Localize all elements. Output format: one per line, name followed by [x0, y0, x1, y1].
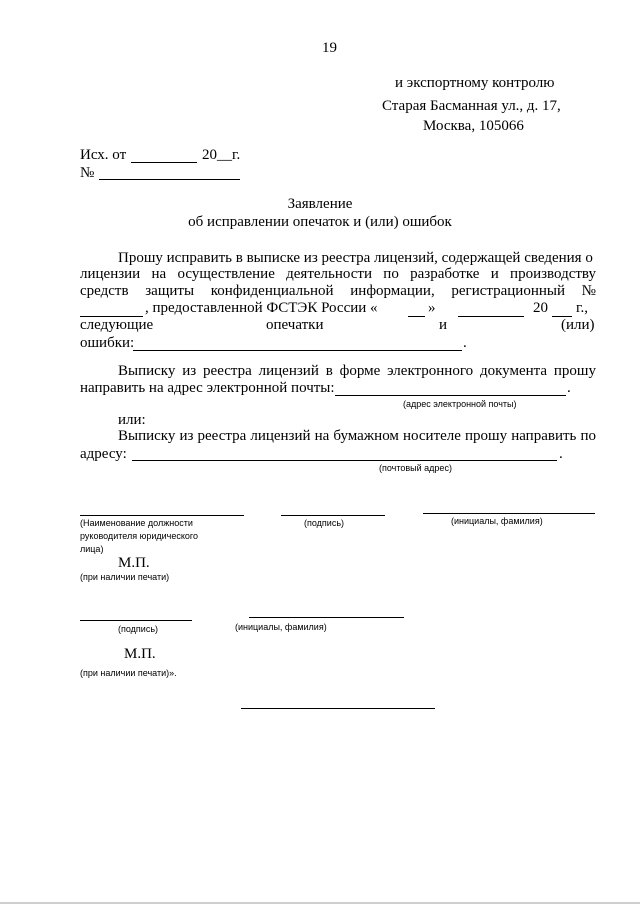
p1-line-6-end: . — [463, 335, 467, 351]
addressee-line-2: Старая Басманная ул., д. 17, — [382, 98, 561, 114]
errors-line — [133, 350, 462, 351]
page-bottom-edge — [0, 902, 640, 904]
postal-caption: (почтовый адрес) — [379, 463, 452, 473]
signature-caption: (подпись) — [304, 518, 345, 528]
p1-word-2: опечатки — [266, 317, 324, 333]
outgoing-label: Исх. от — [80, 147, 127, 163]
p3-line-1: Выписку из реестра лицензий на бумажном носителе прошу направить по — [118, 428, 596, 444]
outgoing-number-label: № — [80, 165, 95, 181]
day-line — [408, 316, 425, 317]
signature2-caption: (подпись) — [118, 624, 159, 634]
mp-label: М.П. — [118, 555, 150, 571]
p2-line-2: направить на адрес электронной почты: — [80, 380, 335, 396]
document-title: Заявление — [287, 196, 353, 212]
p2-line-2-end: . — [567, 380, 571, 396]
signature2-line — [80, 620, 192, 621]
email-line — [335, 395, 566, 396]
mp2-label: М.П. — [124, 646, 156, 662]
or-label: или: — [118, 412, 146, 428]
page-number: 19 — [322, 40, 337, 56]
closing-rule — [241, 708, 435, 709]
p1-word-1: следующие — [80, 317, 154, 333]
p1-line-2: лицензии на осуществление деятельности по разработке и производству — [80, 266, 596, 282]
mp-caption: (при наличии печати) — [80, 572, 170, 582]
initials-caption: (инициалы, фамилия) — [451, 516, 543, 526]
p1-line-4a: , предоставленной ФСТЭК России « — [145, 300, 378, 316]
p2-line-1: Выписку из реестра лицензий в форме электронного документа прошу — [118, 363, 596, 379]
outgoing-date-line — [131, 162, 197, 163]
addressee-line-3: Москва, 105066 — [423, 118, 524, 134]
p1-line-1: Прошу исправить в выписке из реестра лицензий, содержащей сведения о — [118, 250, 593, 266]
initials2-line — [249, 617, 404, 618]
mp2-caption: (при наличии печати)». — [80, 668, 177, 678]
position-caption-1: (Наименование должности — [80, 518, 193, 528]
email-caption: (адрес электронной почты) — [403, 399, 517, 409]
postal-line — [132, 460, 557, 461]
initials-line — [423, 513, 595, 514]
position-caption-2: руководителя юридического — [80, 531, 198, 541]
position-line — [80, 515, 244, 516]
p1-word-4: (или) — [561, 317, 595, 333]
position-caption-3: лица) — [80, 544, 104, 554]
outgoing-year: 20__г. — [202, 147, 241, 163]
initials2-caption: (инициалы, фамилия) — [235, 622, 327, 632]
signature-line — [281, 515, 385, 516]
p1-line-6: ошибки: — [80, 335, 135, 351]
p1-word-3: и — [439, 317, 448, 333]
month-line — [458, 316, 524, 317]
p1-line-3: средств защиты конфиденциальной информации, регистрационный № — [80, 283, 596, 299]
addressee-line-1: и экспортному контролю — [395, 75, 555, 91]
p3-line-2: адресу: — [80, 446, 127, 462]
p3-line-2-end: . — [559, 446, 563, 462]
p1-line-4d: г., — [576, 300, 588, 316]
p1-line-4c: 20 — [533, 300, 548, 316]
p1-line-4b: » — [428, 300, 436, 316]
document-subtitle: об исправлении опечаток и (или) ошибок — [188, 214, 452, 230]
outgoing-number-line — [99, 179, 240, 180]
